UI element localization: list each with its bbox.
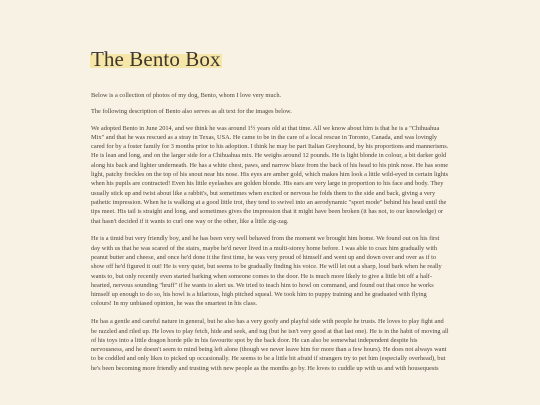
page-title-wrapper <box>91 47 221 71</box>
personality-paragraph: He has a gentle and careful nature in general, but he also has a very goofy and playful side with people he trusts. He loves to play fight and be razzled and riled up. He loves to play fetch, hide and seek, and tug (but he isn't very good at that last one). He is in the habit of moving all of his toys into a little dragon horde pile in his favourite spot by the back door. He can also be somewhat independent despite his nervousness, and he doesn't seem to mind being left alone (though we never leave him for more than a few hours). He does not always want to be coddled and only likes to picked up occasionally. He seems to be a little bit afraid if strangers try to pet him (especially overhead), but he's been becoming more friendly and trusting with new people as the months go by. He loves to cuddle up with us and with housequests <box>91 318 449 372</box>
intro-paragraph: Below is a collection of photos of my dog, Bento, whom I love very much. <box>91 92 282 99</box>
article <box>91 47 449 382</box>
description-paragraph: We adopted Bento in June 2014, and we think he was around 1½ years old at that time. All we know about him is that he is a "Chihuahua Mix" and that he was rescued as a stray in Texas, USA. He came to be in the care of a local rescue in Toronto, Canada, and was lovingly cared for by a foster family for 3 months prior to his adoption. I think he may be part Italian Greyhound, by his proportions and mannerisms. He is lean and long, and on the larger side for a Chihuahua mix. He weighs around 12 pounds. He is light blonde in colour, a bit darker gold along his back and lighter underneath. He has a white chest, paws, and narrow blaze from the back of his head to his pink nose. He has some light, patchy freckles on the top of his snout near his nose. His eyes are amber gold, which makes him look a little wild-eyed in certain lights when his pupils are contracted! Even his little eyelashes are golden blonde. His ears are very large in proportion to his face and body. They usually stick up and twist about like a rabbit's, but sometimes when excited or nervous he folds them to the side and back, giving a very pathetic impression. When he is walking at a good little trot, they tend to swivel into an aerodynamic "sport mode" behind his head until the tips meet. His tail is straight and long, and sometimes gives the impression that it might have been broken (it has not, to our knowledge) or that hasn't decided if it wants to curl one way or the other, like a little zig-zag. <box>91 124 449 225</box>
temperament-paragraph: He is a timid but very friendly boy, and he has been very well behaved from the moment we brought him home. We found out on his first day with us that he was scared of the stairs, maybe he'd never lived in a multi-storey home before. I was able to coax him gradually with peanut butter and cheese, and once he'd done it the first time, he was very proud of himself and went up and down over and over as if to show off he'd figured it out! He is very quiet, but seems to be gradually finding his voice. He will let out a sharp, loud bark when he really wants to, but only recently even started barking when someone comes to the door. He is much more likely to give a little bit off a half-hearted, nervous sounding "hruff" if he wants to alert us. We tried to teach him to howl on command, and found out that once he works himself up enough to do so, his howl is a hilarious, high pitched squeal. We took him to puppy training and he graduated with flying colours! In my unbiased opinion, he was the smartest in his class. <box>91 235 442 308</box>
page-title: The Bento Box <box>91 47 221 71</box>
alt-text-note-paragraph: The following description of Bento also serves as alt text for the images below. <box>91 108 292 116</box>
